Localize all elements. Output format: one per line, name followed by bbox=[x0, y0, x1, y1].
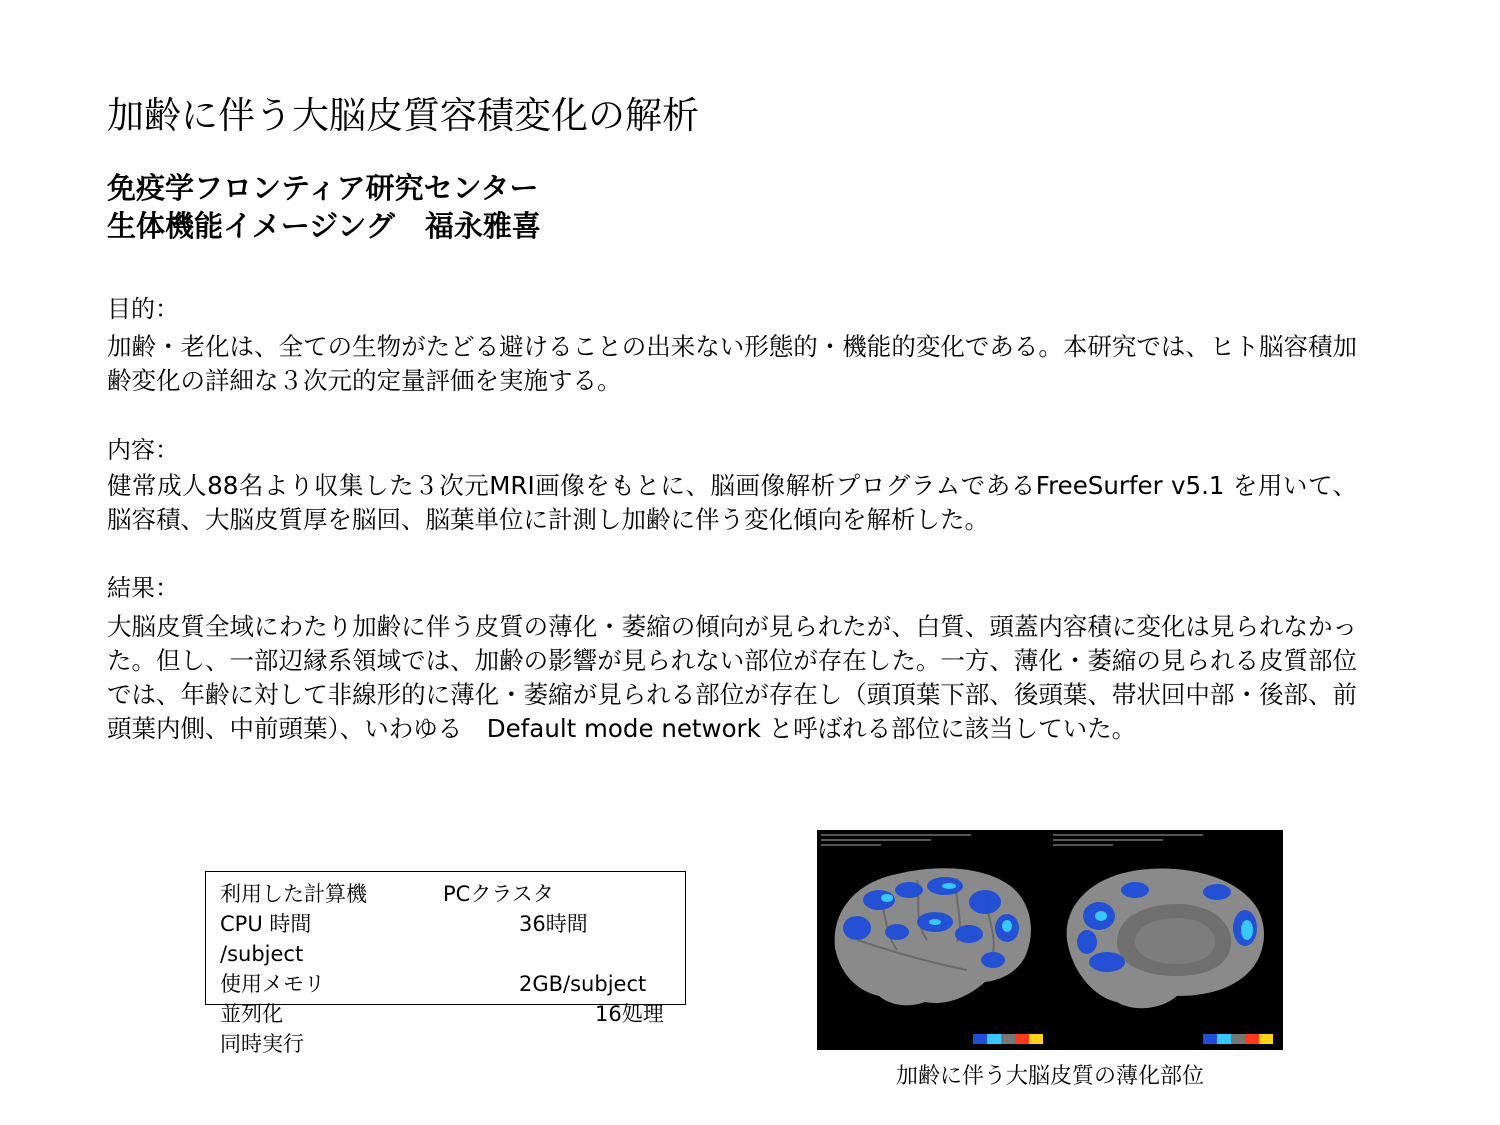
result-text: 大脳皮質全域にわたり加齢に伴う皮質の薄化・萎縮の傾向が見られたが、白質、頭蓋内容積に変化は見られなかった。但し、一部辺縁系領域では、加齢の影響が見られない部位が存在した。一方、薄化・萎縮の見られる皮質部位では、年齢に対して非線形的に薄化・萎縮が見られる部位が存在し（頭頂葉下部、後頭葉、帯状回中部・後部、前頭葉内側、中前頭葉）、いわゆる Default mode network と呼ばれる部位に該当していた。 bbox=[107, 612, 1357, 743]
affiliation-lab-line bbox=[107, 206, 541, 246]
affiliation-center: 免疫学フロンティア研究センター bbox=[107, 171, 539, 205]
brain-thinning-figure bbox=[817, 830, 1283, 1050]
spec-cpu-label: CPU 時間 bbox=[220, 912, 312, 936]
spec-cpu-unit: /subject bbox=[220, 942, 304, 966]
spec-parallel-value: 16処理 bbox=[595, 1002, 664, 1026]
spec-memory-label: 使用メモリ bbox=[220, 972, 325, 996]
affiliation-lab: 生体機能イメージング bbox=[107, 209, 395, 243]
content-heading: 内容： bbox=[107, 436, 179, 464]
spec-cpu-value: 36時間 bbox=[519, 912, 588, 936]
figure-caption: 加齢に伴う大脳皮質の薄化部位 bbox=[895, 1064, 1204, 1089]
spec-parallel-label: 並列化 bbox=[220, 1002, 283, 1026]
result-heading: 結果： bbox=[107, 574, 179, 602]
purpose-heading: 目的： bbox=[107, 295, 179, 323]
author-name: 福永雅喜 bbox=[424, 209, 541, 243]
purpose-text: 加齢・老化は、全ての生物がたどる避けることの出来ない形態的・機能的変化である。本研究では、ヒト脳容積加齢変化の詳細な３次元的定量評価を実施する。 bbox=[107, 332, 1357, 395]
spec-memory-value: 2GB/subject bbox=[519, 972, 647, 996]
spec-computer-value: PCクラスタ bbox=[443, 882, 554, 906]
spec-parallel-label2: 同時実行 bbox=[220, 1032, 304, 1056]
page-title: 加齢に伴う大脳皮質容積変化の解析 bbox=[107, 94, 699, 137]
brain-image bbox=[817, 830, 1283, 1050]
spec-computer-label: 利用した計算機 bbox=[220, 882, 367, 906]
colorbar-left bbox=[973, 1034, 1043, 1044]
colorbar-right bbox=[1203, 1034, 1273, 1044]
content-text: 健常成人88名より収集した３次元MRI画像をもとに、脳画像解析プログラムであるFreeSurfer v5.1 を用いて、脳容積、大脳皮質厚を脳回、脳葉単位に計測し加齢に伴う変化傾向を解析した。 bbox=[107, 471, 1357, 534]
